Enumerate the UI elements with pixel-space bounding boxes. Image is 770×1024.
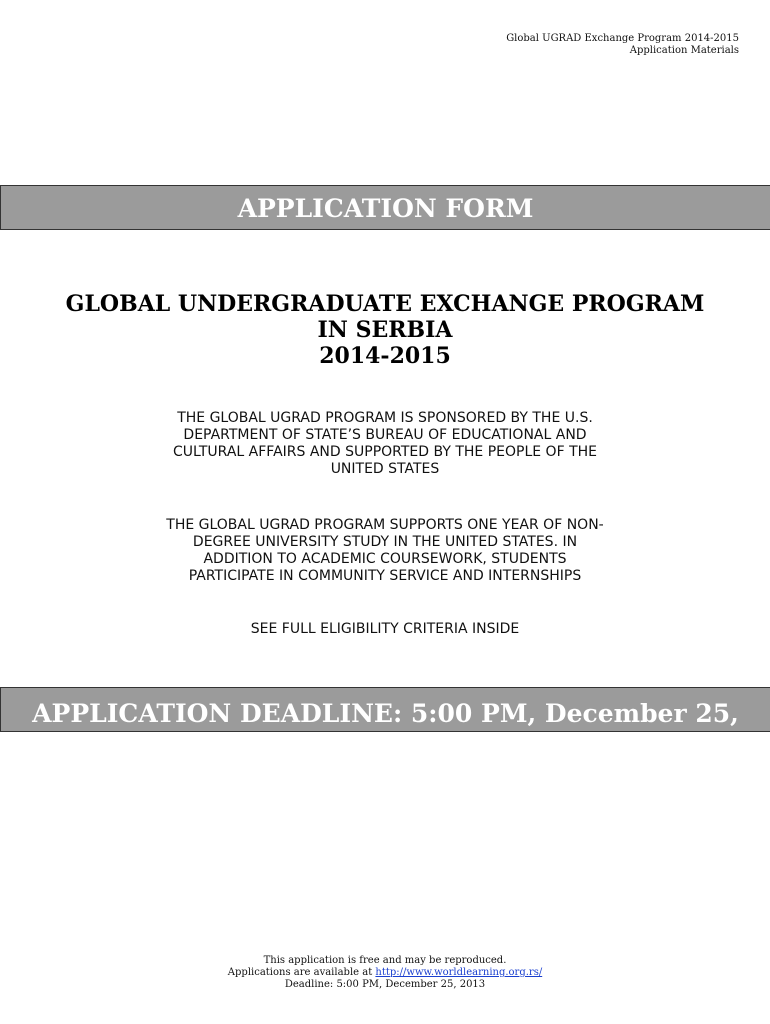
application-deadline-title: APPLICATION DEADLINE: 5:00 PM, December 25, 2013 [32,699,739,760]
footer-availability-prefix: Applications are available at [227,967,376,978]
program-title-line-2: IN SERBIA [317,317,453,343]
application-deadline-banner [0,687,770,760]
application-form-title: APPLICATION FORM [237,194,534,223]
sponsorship-line-1: THE GLOBAL UGRAD PROGRAM IS SPONSORED BY THE U.S. [177,410,593,426]
description-line-3: ADDITION TO ACADEMIC COURSEWORK, STUDENTS [203,551,567,567]
footer-deadline-line: Deadline: 5:00 PM, December 25, 2013 [284,979,486,990]
description-line-4: PARTICIPATE IN COMMUNITY SERVICE AND INTERNSHIPS [188,568,582,584]
program-title [0,291,770,369]
header-materials-line: Application Materials [629,45,739,56]
program-title-year: 2014-2015 [319,343,451,369]
sponsorship-line-3: CULTURAL AFFAIRS AND SUPPORTED BY THE PEOPLE OF THE [172,444,597,460]
eligibility-note: SEE FULL ELIGIBILITY CRITERIA INSIDE [250,621,520,637]
program-title-line-1: GLOBAL UNDERGRADUATE EXCHANGE PROGRAM [65,291,705,317]
program-description-paragraph [0,517,770,585]
sponsorship-paragraph [0,410,770,478]
eligibility-note-clipped [0,619,770,637]
footer-availability-line [0,967,770,979]
application-form-banner [0,185,770,230]
sponsorship-line-4: UNITED STATES [330,461,440,477]
running-header [506,33,739,57]
sponsorship-line-2: DEPARTMENT OF STATE’S BUREAU OF EDUCATIONAL AND [183,427,587,443]
description-line-2: DEGREE UNIVERSITY STUDY IN THE UNITED STATES. IN [192,534,578,550]
page-footer [0,955,770,991]
worldlearning-link[interactable]: http://www.worldlearning.org.rs/ [375,967,543,978]
footer-free-note: This application is free and may be reproduced. [263,955,507,966]
description-line-1: THE GLOBAL UGRAD PROGRAM SUPPORTS ONE YEAR OF NON- [166,517,604,533]
header-program-line: Global UGRAD Exchange Program 2014-2015 [506,33,739,44]
